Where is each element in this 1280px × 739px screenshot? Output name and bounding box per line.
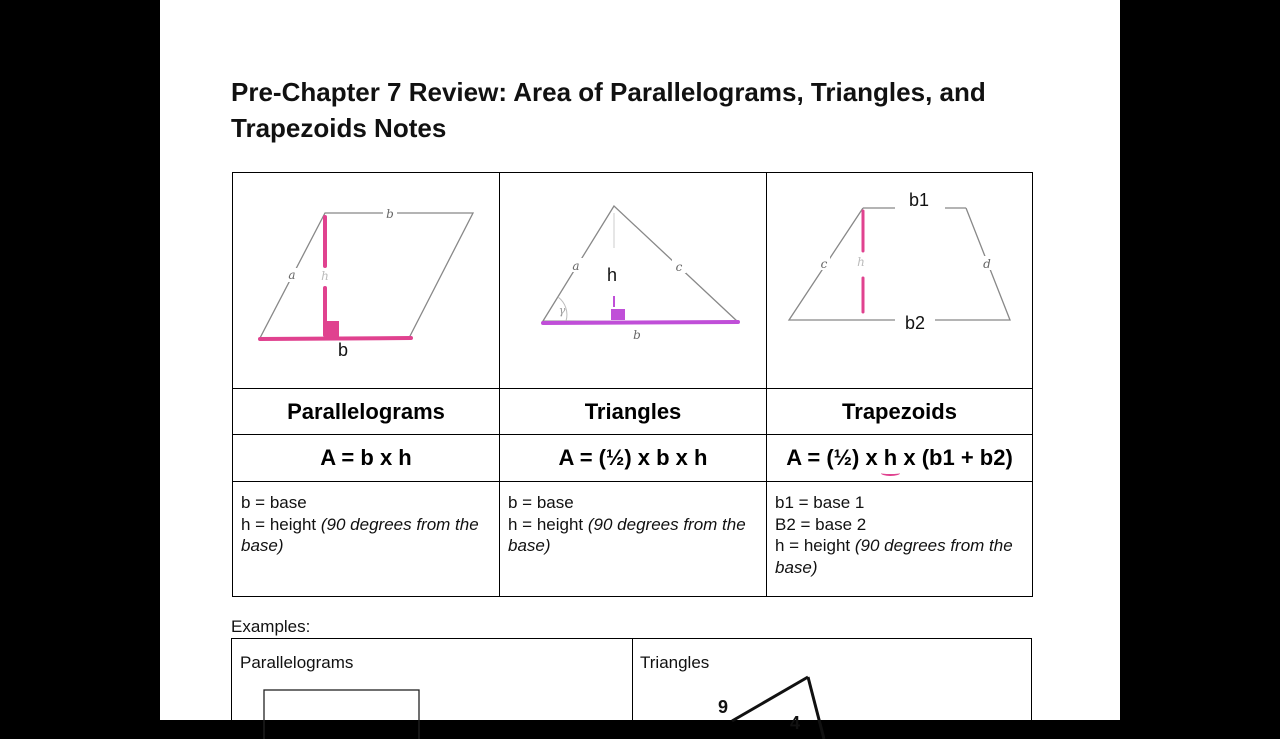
- name-row: [233, 389, 1033, 435]
- parallelogram-formula: A = b x h: [233, 435, 500, 482]
- definition-text: h = height: [508, 514, 588, 534]
- example-parallelogram-figure: [232, 639, 632, 739]
- right-angle-marker: [611, 309, 625, 320]
- parallelogram-height-label: h: [321, 269, 329, 283]
- example-triangle-right-side: [808, 677, 824, 739]
- parallelogram-definitions: [233, 482, 500, 597]
- example-triangle-side-label: 9: [718, 697, 729, 717]
- example-triangle-figure: [632, 639, 1032, 739]
- formula-row: [233, 435, 1033, 482]
- trapezoid-height-label: h: [857, 255, 865, 269]
- triangle-formula: A = (½) x b x h: [500, 435, 767, 482]
- trapezoid-figure-cell: [767, 173, 1033, 389]
- definition-line: b = base: [241, 493, 307, 512]
- trapezoid-top-label: b1: [908, 190, 930, 210]
- definition-row: [233, 482, 1033, 597]
- height-note: (90 degrees from the base): [241, 514, 479, 555]
- trapezoid-right-label: d: [983, 257, 991, 271]
- parallelogram-name: Parallelograms: [233, 389, 500, 435]
- triangle-left-label: a: [572, 259, 580, 273]
- triangle-right-label: c: [675, 260, 683, 274]
- triangle-name: Triangles: [500, 389, 767, 435]
- definition-text: h = height: [775, 536, 855, 555]
- definition-line: [508, 514, 758, 557]
- page-title: Pre-Chapter 7 Review: Area of Parallelograms, Triangles, and Trapezoids Notes: [231, 77, 986, 143]
- definition-line: b1 = base 1: [775, 493, 865, 512]
- triangle-figure-cell: [500, 173, 767, 389]
- parallelogram-figure-cell: [233, 173, 500, 389]
- height-note: (90 degrees from the base): [775, 536, 1013, 577]
- parallelogram-side-label: a: [288, 268, 296, 282]
- trapezoid-diagram: [767, 173, 1033, 388]
- formula-part: x (b1 + b2): [897, 445, 1013, 470]
- definition-line: B2 = base 2: [775, 514, 867, 534]
- triangle-angle-label: γ: [558, 304, 566, 317]
- parallelogram-diagram: [233, 173, 499, 388]
- parallelogram-top-label: b: [386, 207, 394, 221]
- formula-part: A = (½) x: [786, 445, 884, 470]
- triangle-diagram: [500, 173, 766, 388]
- trapezoid-name: Trapezoids: [767, 389, 1033, 435]
- parallelogram-base-label: b: [337, 340, 349, 360]
- definition-line: [775, 535, 1024, 578]
- figure-row: [233, 173, 1033, 389]
- example-triangles-title: Triangles: [640, 653, 710, 672]
- example-parallelograms-box: [231, 638, 633, 738]
- parallelogram-base-highlight: [260, 338, 411, 339]
- right-angle-marker: [326, 321, 339, 337]
- example-rectangle: [264, 690, 419, 739]
- example-parallelograms-title: Parallelograms: [240, 653, 354, 672]
- trapezoid-left-label: c: [820, 257, 828, 271]
- triangle-base-label: b: [633, 328, 641, 342]
- definition-text: h = height: [241, 514, 321, 534]
- trapezoid-definitions: [767, 482, 1033, 597]
- triangle-definitions: [500, 482, 767, 597]
- document-page: [160, 0, 1120, 733]
- examples-label: Examples:: [231, 617, 311, 636]
- underlined-h: h: [883, 445, 898, 470]
- trapezoid-formula: [767, 435, 1033, 482]
- trapezoid-base-label: b2: [904, 313, 926, 333]
- definition-line: b = base: [508, 493, 574, 512]
- definition-line: [241, 514, 491, 557]
- height-note: (90 degrees from the base): [508, 514, 746, 555]
- triangle-height-label: h: [606, 265, 618, 285]
- example-triangles-box: [632, 638, 1032, 738]
- triangle-base-highlight: [543, 322, 738, 323]
- example-triangle-height-label: 4: [790, 713, 801, 733]
- notes-table: [232, 172, 1033, 597]
